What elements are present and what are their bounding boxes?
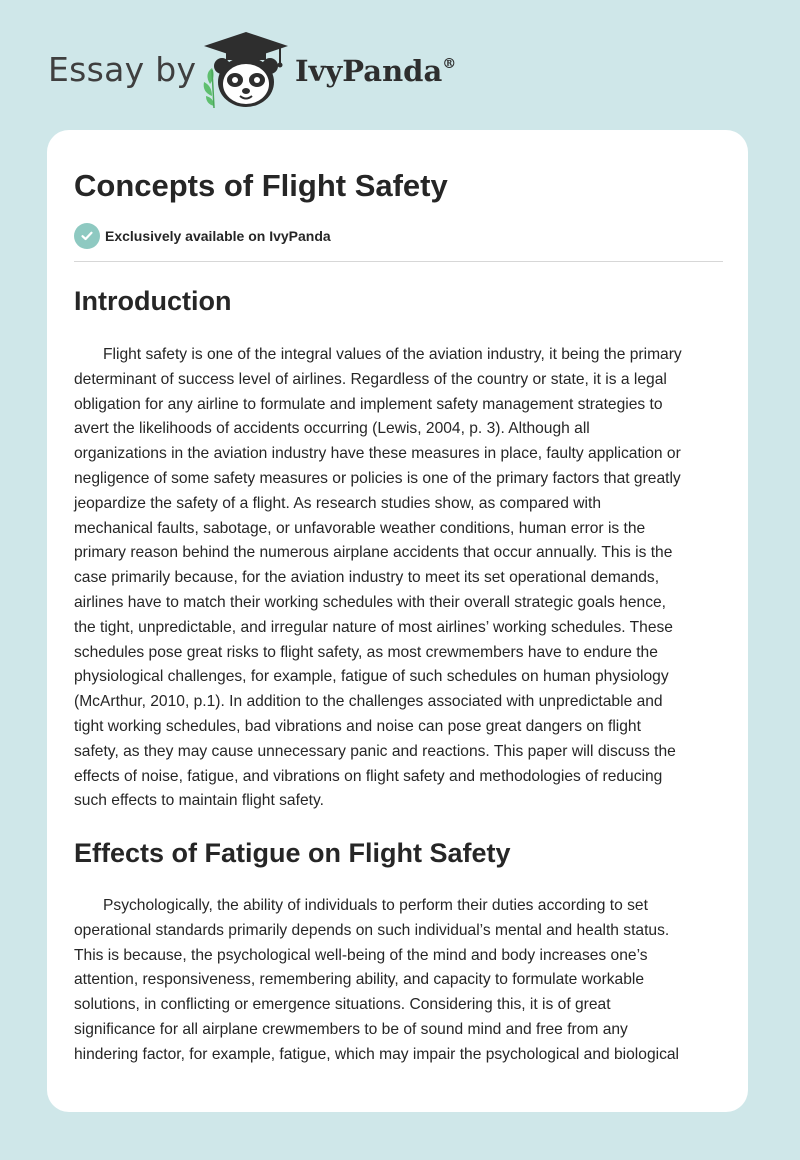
- text-line: mechanical faults, sabotage, or unfavorable weather conditions, human error is the: [74, 519, 646, 537]
- text-line: such effects to maintain flight safety.: [74, 792, 324, 810]
- text-line: hindering factor, for example, fatigue, which may impair the psychological and biological: [74, 1045, 680, 1063]
- section-heading-fatigue: Effects of Fatigue on Flight Safety: [74, 838, 511, 868]
- ivypanda-logo-icon[interactable]: [200, 30, 292, 110]
- check-circle-icon: [74, 223, 100, 249]
- text-line: negligence of some safety measures or policies is one of the primary factors that greatly: [74, 469, 681, 487]
- text-line: effects of noise, fatigue, and vibrations on flight safety and methodologies of reducing: [74, 767, 663, 785]
- text-line: obligation for any airline to formulate and implement safety management strategies to: [74, 395, 663, 413]
- text-line: airlines have to match their working schedules with their overall strategic goals hence,: [74, 593, 666, 611]
- badge-label: Exclusively available on IvyPanda: [105, 228, 331, 244]
- text-line: the tight, unpredictable, and irregular nature of most airlines’ working schedules. These: [74, 618, 673, 636]
- brand-name[interactable]: IvyPanda®: [295, 54, 457, 88]
- text-line: jeopardize the safety of a flight. As research studies show, as compared with: [74, 494, 602, 512]
- page-title: Concepts of Flight Safety: [74, 168, 448, 203]
- text-line: determinant of success level of airlines. Regardless of the country or state, it is a legal: [74, 370, 667, 388]
- registered-mark: ®: [442, 56, 457, 72]
- essay-card: [47, 130, 748, 1112]
- paragraph-fatigue: [74, 894, 723, 1068]
- text-line: This is because, the psychological well-being of the mind and body increases one’s: [74, 946, 648, 964]
- essay-by-label: Essay by: [48, 50, 197, 89]
- text-line: significance for all airplane crewmembers to be of sound mind and free from any: [74, 1020, 628, 1038]
- text-line: Flight safety is one of the integral values of the aviation industry, it being the primary: [103, 346, 682, 363]
- site-header: [0, 0, 800, 125]
- text-line: physiological challenges, for example, fatigue of such schedules on human physiology: [74, 668, 669, 686]
- paragraph-introduction: [74, 343, 723, 814]
- text-line: Psychologically, the ability of individuals to perform their duties according to set: [103, 897, 648, 914]
- text-line: safety, as they may cause unnecessary panic and reactions. This paper will discuss the: [74, 742, 676, 760]
- section-heading-introduction: Introduction: [74, 286, 232, 316]
- text-line: tight working schedules, bad vibrations and noise can pose great dangers on flight: [74, 717, 641, 735]
- text-line: solutions, in conflicting or emergence situations. Considering this, it is of great: [74, 996, 611, 1014]
- text-line: primary reason behind the numerous airplane accidents that occur annually. This is the: [74, 544, 673, 562]
- text-line: operational standards primarily depends on such individual’s mental and health status.: [74, 921, 670, 939]
- text-line: case primarily because, for the aviation industry to meet its set operational demands,: [74, 569, 660, 587]
- divider: [74, 261, 723, 262]
- text-line: schedules pose great risks to flight safety, as most crewmembers have to endure the: [74, 643, 658, 661]
- exclusive-badge: [74, 223, 331, 249]
- text-line: avert the likelihoods of accidents occurring (Lewis, 2004, p. 3). Although all: [74, 420, 590, 438]
- text-line: attention, responsiveness, remembering ability, and capacity to formulate workable: [74, 971, 645, 989]
- text-line: organizations in the aviation industry have these measures in place, faulty application or: [74, 445, 681, 463]
- text-line: (McArthur, 2010, p.1). In addition to the challenges associated with unpredictable and: [74, 693, 663, 711]
